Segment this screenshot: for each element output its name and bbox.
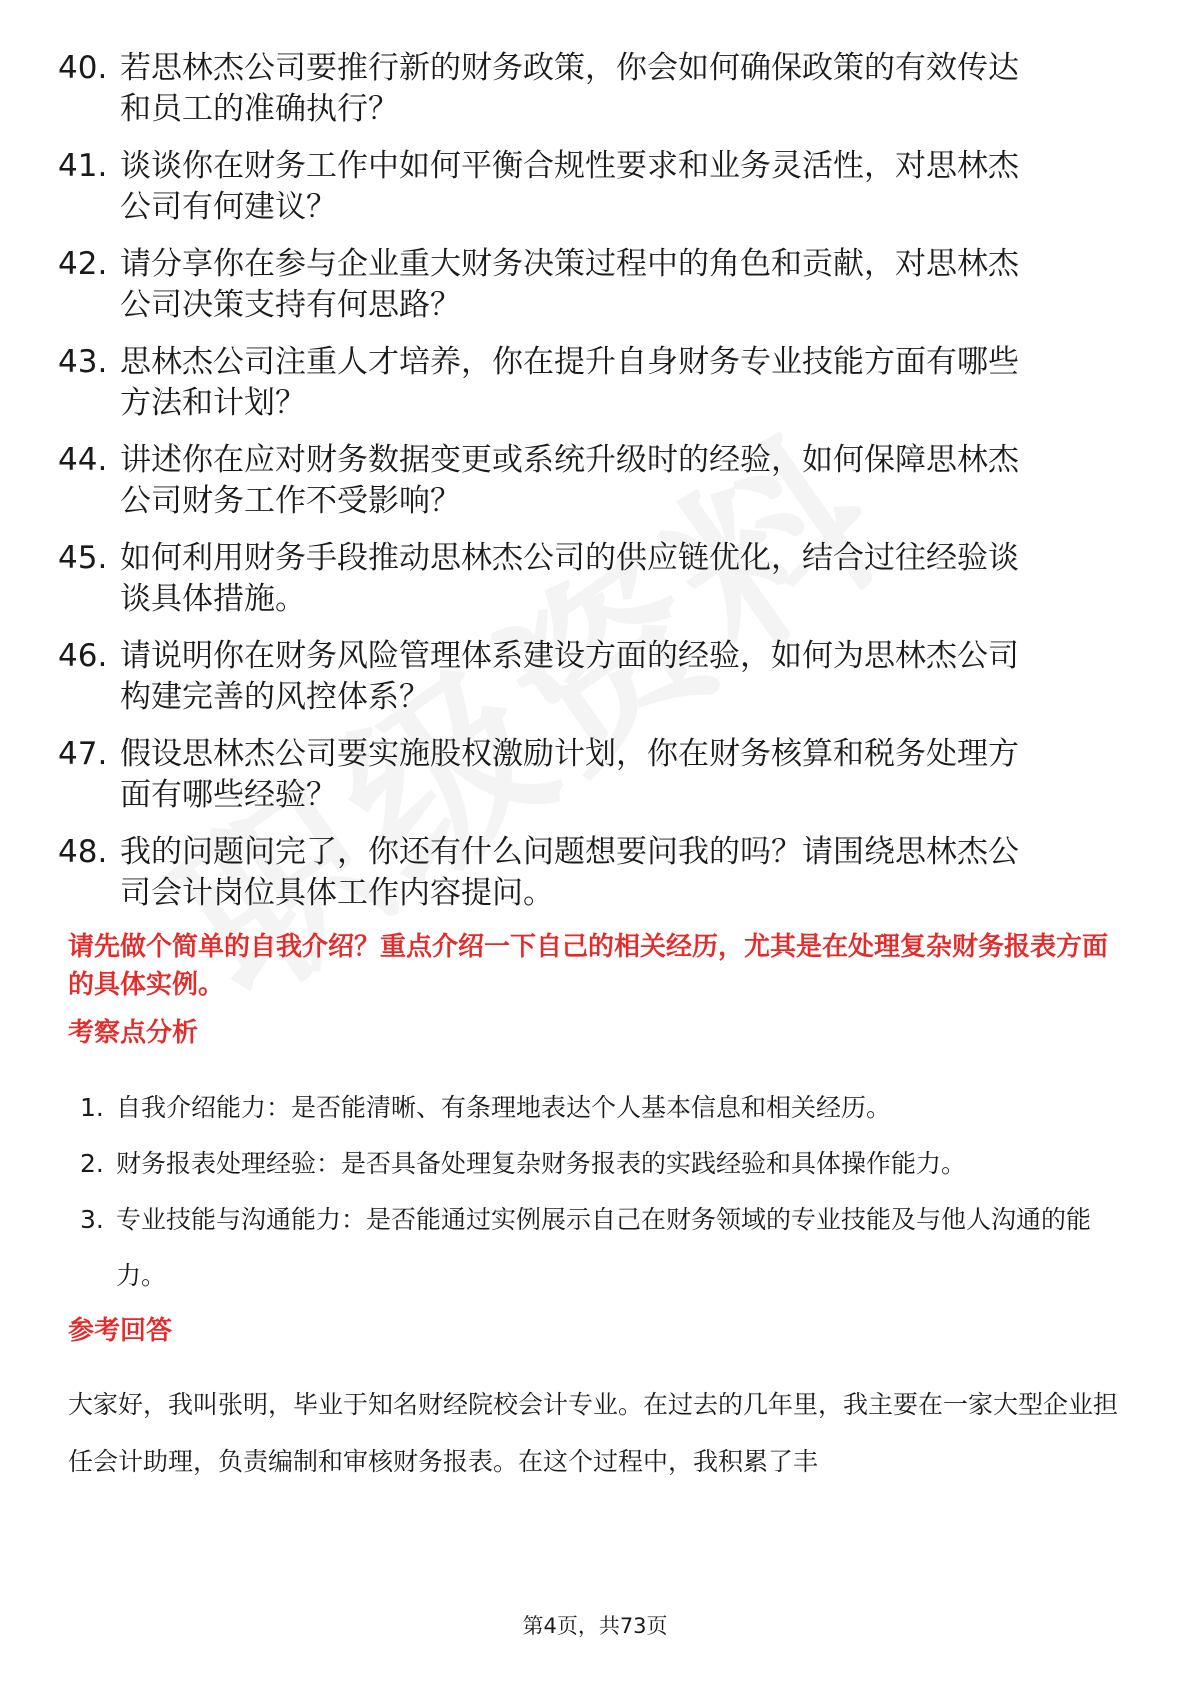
question-text: 假设思林杰公司要实施股权激励计划，你在财务核算和税务处理方面有哪些经验？ xyxy=(120,736,1019,813)
list-item xyxy=(58,244,1138,326)
question-number: 40. xyxy=(58,50,108,86)
question-number: 45. xyxy=(58,540,108,576)
list-item xyxy=(58,342,1138,424)
list-item xyxy=(58,636,1138,718)
question-text: 若思林杰公司要推行新的财务政策，你会如何确保政策的有效传达和员工的准确执行？ xyxy=(120,50,1019,127)
reference-title: 参考回答 xyxy=(68,1316,173,1346)
question-text: 如何利用财务手段推动思林杰公司的供应链优化，结合过往经验谈谈具体措施。 xyxy=(120,540,1019,617)
question-number: 47. xyxy=(58,736,108,772)
analysis-list xyxy=(80,1080,1120,1304)
list-item xyxy=(58,538,1138,620)
list-item xyxy=(58,440,1138,522)
question-number: 41. xyxy=(58,148,108,184)
analysis-number: 1. xyxy=(80,1093,104,1122)
list-item xyxy=(58,734,1138,816)
question-number: 46. xyxy=(58,638,108,674)
question-text: 思林杰公司注重人才培养，你在提升自身财务专业技能方面有哪些方法和计划？ xyxy=(120,344,1019,421)
list-item xyxy=(58,48,1138,130)
list-item xyxy=(80,1136,1120,1192)
list-item xyxy=(58,146,1138,228)
analysis-text: 财务报表处理经验：是否具备处理复杂财务报表的实践经验和具体操作能力。 xyxy=(116,1149,967,1178)
question-text: 请说明你在财务风险管理体系建设方面的经验，如何为思林杰公司构建完善的风控体系？ xyxy=(120,638,1019,715)
question-text: 请分享你在参与企业重大财务决策过程中的角色和贡献，对思林杰公司决策支持有何思路？ xyxy=(120,246,1019,323)
question-text: 我的问题问完了，你还有什么问题想要问我的吗？请围绕思林杰公司会计岗位具体工作内容提问。 xyxy=(120,834,1019,911)
analysis-text: 自我介绍能力：是否能清晰、有条理地表达个人基本信息和相关经历。 xyxy=(116,1093,892,1122)
question-number: 42. xyxy=(58,246,108,282)
analysis-title: 考察点分析 xyxy=(68,1018,199,1048)
analysis-number: 2. xyxy=(80,1149,104,1178)
list-item xyxy=(80,1080,1120,1136)
question-text: 谈谈你在财务工作中如何平衡合规性要求和业务灵活性，对思林杰公司有何建议？ xyxy=(120,148,1019,225)
analysis-number: 3. xyxy=(80,1205,104,1234)
question-text: 讲述你在应对财务数据变更或系统升级时的经验，如何保障思林杰公司财务工作不受影响？ xyxy=(120,442,1019,519)
page-footer: 第4页，共73页 xyxy=(522,1614,668,1638)
featured-question: 请先做个简单的自我介绍？重点介绍一下自己的相关经历，尤其是在处理复杂财务报表方面的具体实例。 xyxy=(68,932,1109,1000)
question-number: 44. xyxy=(58,442,108,478)
analysis-text: 专业技能与沟通能力：是否能通过实例展示自己在财务领域的专业技能及与他人沟通的能力。 xyxy=(116,1205,1092,1290)
question-number: 43. xyxy=(58,344,108,380)
reference-answer: 大家好，我叫张明，毕业于知名财经院校会计专业。在过去的几年里，我主要在一家大型企业担任会计助理，负责编制和审核财务报表。在这个过程中，我积累了丰 xyxy=(68,1390,1119,1476)
question-number: 48. xyxy=(58,834,108,870)
question-list xyxy=(58,48,1138,930)
list-item xyxy=(80,1192,1120,1304)
list-item xyxy=(58,832,1138,914)
